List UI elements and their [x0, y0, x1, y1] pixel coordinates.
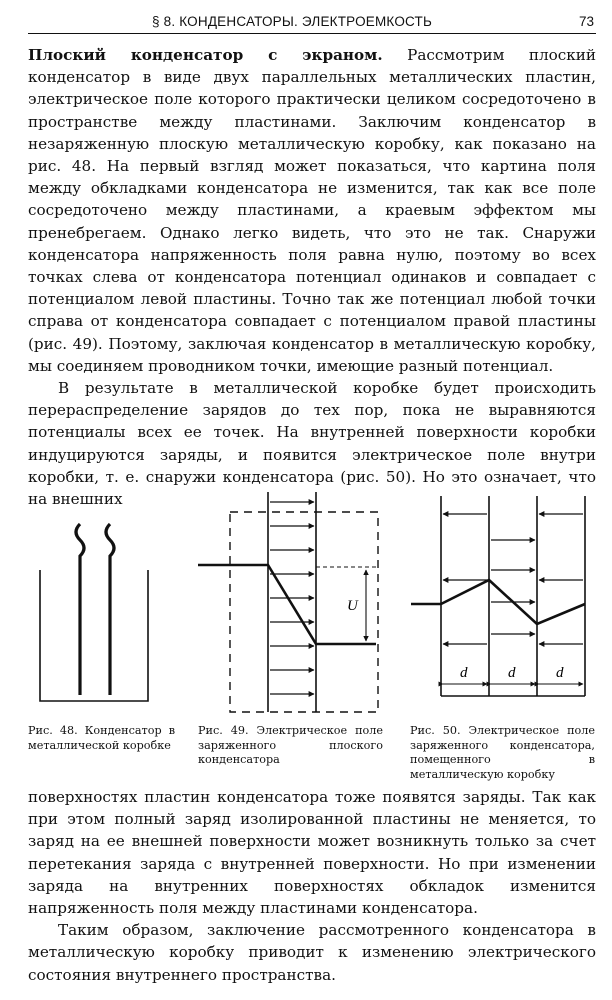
field-lines: [270, 502, 314, 694]
figures-row: [28, 492, 596, 782]
figure-48-caption: Рис. 48. Конденсатор в металлической коробке: [28, 724, 175, 752]
figure-49-caption: Рис. 49. Электрическое поле заряженного плоского конденсатора: [198, 724, 383, 766]
left-plate: [76, 524, 84, 695]
paragraph-3: поверхностях пластин конденсатора тоже появятся заряды. Так как при этом полный заряд изолированной пластины не меняется, то заряд на ее внешней поверхности может возникнуть только за счет перетекания заряда с внутренней поверхности. Но при изменении заряда на внутренних поверхностях обкладок изменится напряженность поля между пластинами конденсатора.: [28, 788, 596, 918]
paragraph-4: Таким образом, заключение рассмотренного конденсатора в металлическую коробку приводит к изменению электрического состояния внутреннего пространства.: [28, 921, 596, 984]
outer-field-lines: [443, 514, 583, 644]
figure-50-drawing: [411, 492, 596, 722]
right-plate: [106, 524, 114, 695]
text-block-bottom: [28, 786, 596, 986]
figure-48: [28, 492, 188, 782]
d-label-left: d: [460, 665, 468, 681]
paragraph-2: В результате в металлической коробке будет происходить перераспределение зарядов до тех пор, пока не выравняются потенциалы всех ее точек. На внутренней поверхности коробки индуцируются заряды, и появится электрическое поле внутри коробки, т. е. снаружи конденсатора (рис. 50). Но это означает, что на внешних: [28, 379, 596, 509]
d-label-middle: d: [508, 665, 516, 681]
figure-48-drawing: [28, 492, 188, 722]
d-label-right: d: [556, 665, 564, 681]
u-label: U: [347, 598, 358, 614]
section-title: § 8. КОНДЕНСАТОРЫ. ЭЛЕКТРОЕМКОСТЬ: [152, 14, 433, 29]
figure-49: [198, 492, 408, 782]
page-number: 73: [578, 14, 594, 29]
paragraph-1: [28, 44, 596, 377]
metal-box: [40, 570, 148, 701]
figure-50-caption: Рис. 50. Электрическое поле заряженного конденсатора, помещенного в металлическую коробку: [410, 724, 595, 781]
text-block-top: [28, 44, 596, 510]
figure-50: [411, 492, 596, 782]
paragraph-1-body: Рассмотрим плоский конденсатор в виде двух параллельных металлических пластин, электрическое поле которого практически целиком сосредоточено в пространстве между пластинами. Заключим конденсатор в незаряженную плоскую металлическую коробку, как показано на рис. 48. На первый взгляд может показаться, что картина поля между обкладками конденсатора не изменится, так как все поле сосредоточено между пластинами, а краевым эффектом мы пренебрегаем. Однако легко видеть, что это не так. Снаружи конденсатора напряженность поля равна нулю, поэтому во всех точках слева от конденсатора потенциал одинаков и совпадает с потенциалом левой пластины. Точно так же потенциал любой точки справа от конденсатора совпадает с потенциалом правой пластины (рис. 49). Поэтому, заключая конденсатор в металлическую коробку, мы соединяем проводником точки, имеющие разный потенциал.: [28, 46, 596, 375]
header-rule: [28, 33, 596, 34]
paragraph-1-heading: Плоский конденсатор с экраном.: [28, 46, 383, 64]
figure-49-drawing: [198, 492, 408, 722]
running-header: [28, 12, 596, 34]
